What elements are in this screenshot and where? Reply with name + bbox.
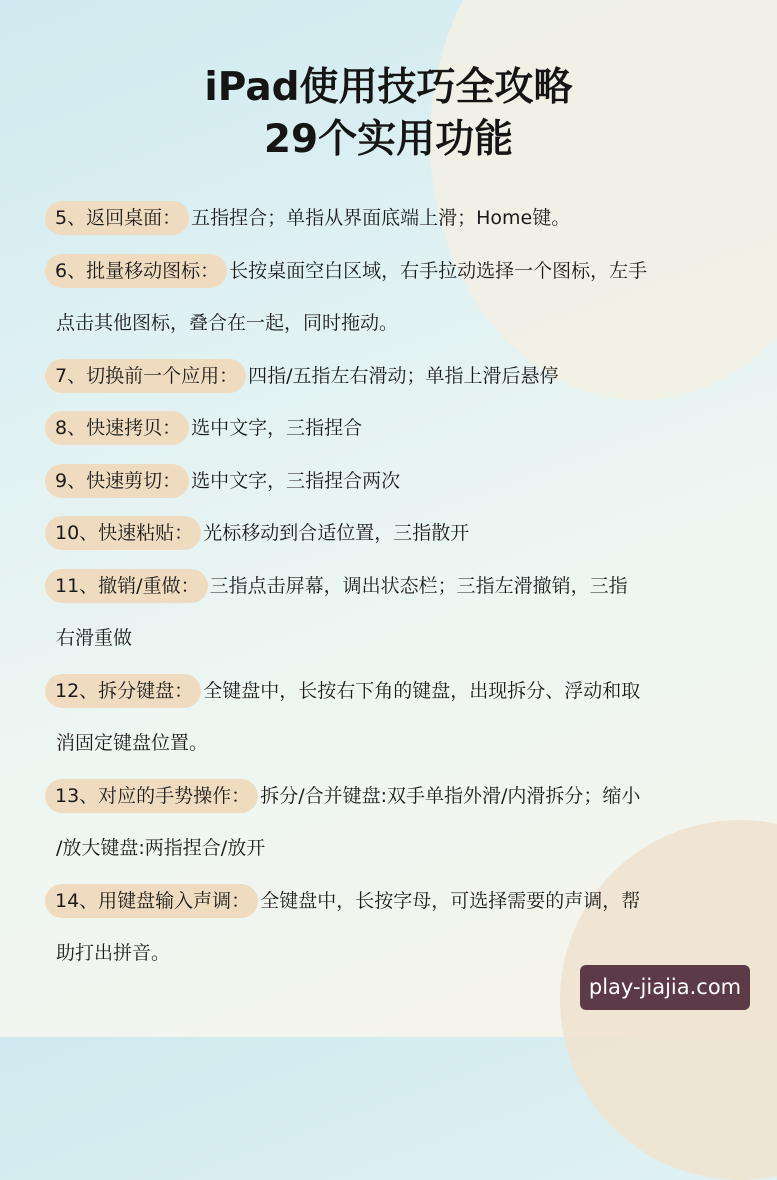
item-text-continued: 消固定键盘位置。 [56, 732, 209, 754]
watermark: play-jiajia.com [580, 965, 750, 1010]
item-text: 拆分/合并键盘:双手单指外滑/内滑拆分；缩小 [260, 785, 641, 807]
item-label: 12、拆分键盘： [45, 674, 201, 708]
item-text-continued: 右滑重做 [56, 627, 133, 649]
list-item [45, 875, 735, 979]
item-label: 13、对应的手势操作： [45, 779, 258, 813]
item-text: 四指/五指左右滑动；单指上滑后悬停 [248, 365, 559, 387]
item-label: 11、撤销/重做： [45, 569, 208, 603]
list-item [45, 402, 735, 454]
item-text: 选中文字，三指捏合两次 [191, 470, 401, 492]
item-label: 10、快速粘贴： [45, 516, 201, 550]
item-text: 光标移动到合适位置，三指散开 [203, 522, 470, 544]
item-text: 选中文字，三指捏合 [191, 417, 363, 439]
list-item [45, 350, 735, 402]
item-text-continued: 点击其他图标，叠合在一起，同时拖动。 [56, 312, 399, 334]
page-title: iPad使用技巧全攻略 [204, 65, 573, 110]
page-subtitle: 29个实用功能 [263, 117, 514, 162]
list-item [45, 507, 735, 559]
item-text: 三指点击屏幕，调出状态栏；三指左滑撤销，三指 [209, 575, 628, 597]
list-item [45, 245, 735, 349]
list-item [45, 455, 735, 507]
item-text: 全键盘中，长按字母，可选择需要的声调，帮 [260, 890, 641, 912]
item-text-continued: /放大键盘:两指捏合/放开 [56, 837, 266, 859]
list-item [45, 192, 735, 244]
list-item [45, 560, 735, 664]
item-label: 7、切换前一个应用： [45, 359, 246, 393]
list-item [45, 665, 735, 769]
item-label: 9、快速剪切： [45, 464, 189, 498]
item-text: 全键盘中，长按右下角的键盘，出现拆分、浮动和取 [203, 680, 641, 702]
item-label: 8、快速拷贝： [45, 411, 189, 445]
item-text: 长按桌面空白区域，右手拉动选择一个图标，左手 [229, 260, 648, 282]
item-text: 五指捏合；单指从界面底端上滑；Home键。 [191, 207, 571, 229]
item-label: 5、返回桌面： [45, 201, 189, 235]
item-text-continued: 助打出拼音。 [56, 942, 171, 964]
item-label: 6、批量移动图标： [45, 254, 227, 288]
item-label: 14、用键盘输入声调： [45, 884, 258, 918]
list-item [45, 770, 735, 874]
